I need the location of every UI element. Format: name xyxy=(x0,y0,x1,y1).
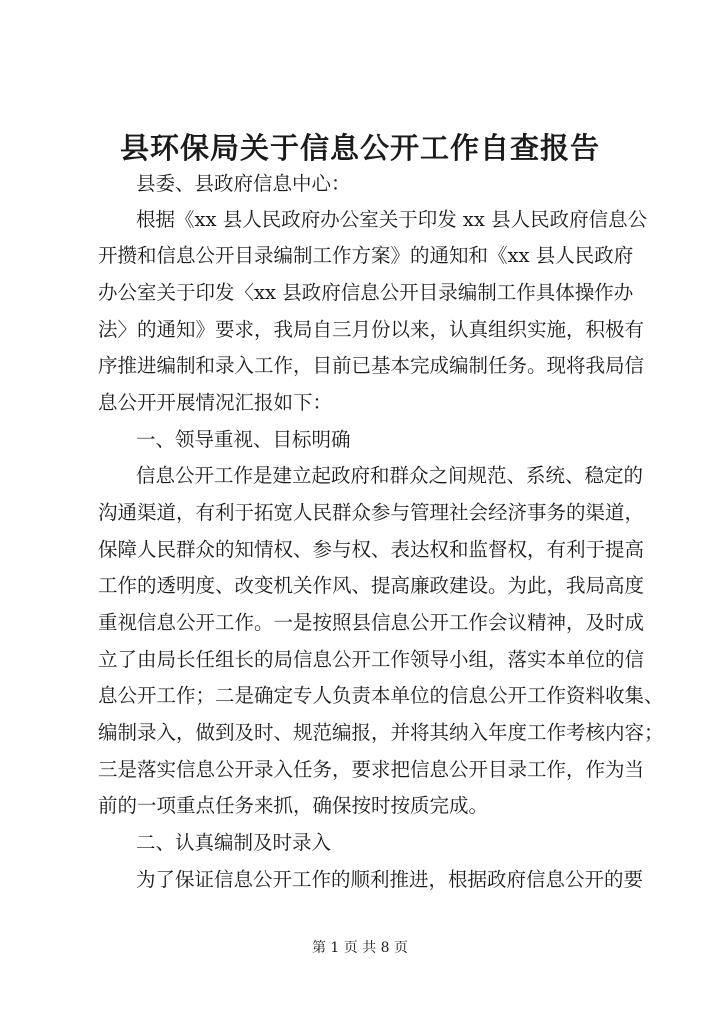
page-number: 第 1 页 共 8 页 xyxy=(311,940,409,956)
para2-line: 立了由局长任组长的局信息公开工作领导小组，落实本单位的信 xyxy=(98,648,645,671)
para1-line: 根据《xx 县人民政府办公室关于印发 xx 县人民政府信息公 xyxy=(136,208,648,231)
para2-line: 编制录入，做到及时、规范编报，并将其纳入年度工作考核内容； xyxy=(98,721,664,744)
para2-line: 保障人民群众的知情权、参与权、表达权和监督权，有利于提高 xyxy=(98,538,645,561)
para2-line: 重视信息公开工作。一是按照县信息公开工作会议精神，及时成 xyxy=(98,611,645,634)
para2-line: 三是落实信息公开录入任务，要求把信息公开目录工作，作为当 xyxy=(98,758,645,781)
para2-line: 沟通渠道，有利于拓宽人民群众参与管理社会经济事务的渠道， xyxy=(98,501,645,524)
para1-line: 法〉的通知》要求，我局自三月份以来，认真组织实施，积极有 xyxy=(98,318,645,341)
para2-line: 信息公开工作是建立起政府和群众之间规范、系统、稳定的 xyxy=(136,464,644,487)
section-heading-1: 一、领导重视、目标明确 xyxy=(136,428,351,451)
document-title: 县环保局关于信息公开工作自查报告 xyxy=(119,131,600,165)
para2-line: 工作的透明度、改变机关作风、提高廉政建设。为此，我局高度 xyxy=(98,574,645,597)
para3-line: 为了保证信息公开工作的顺利推进，根据政府信息公开的要 xyxy=(136,868,644,891)
para2-line: 息公开工作；二是确定专人负责本单位的信息公开工作资料收集、 xyxy=(98,684,664,707)
para2-line: 前的一项重点任务来抓，确保按时按质完成。 xyxy=(98,794,489,817)
para1-line: 序推进编制和录入工作，目前已基本完成编制任务。现将我局信 xyxy=(98,354,645,377)
section-heading-2: 二、认真编制及时录入 xyxy=(136,831,332,854)
salutation: 县委、县政府信息中心： xyxy=(136,172,351,195)
para1-line: 开攒和信息公开目录编制工作方案》的通知和《xx 县人民政府 xyxy=(98,244,634,267)
para1-line: 息公开开展情况汇报如下： xyxy=(98,391,333,414)
para1-line: 办公室关于印发〈xx 县政府信息公开目录编制工作具体操作办 xyxy=(98,281,634,304)
